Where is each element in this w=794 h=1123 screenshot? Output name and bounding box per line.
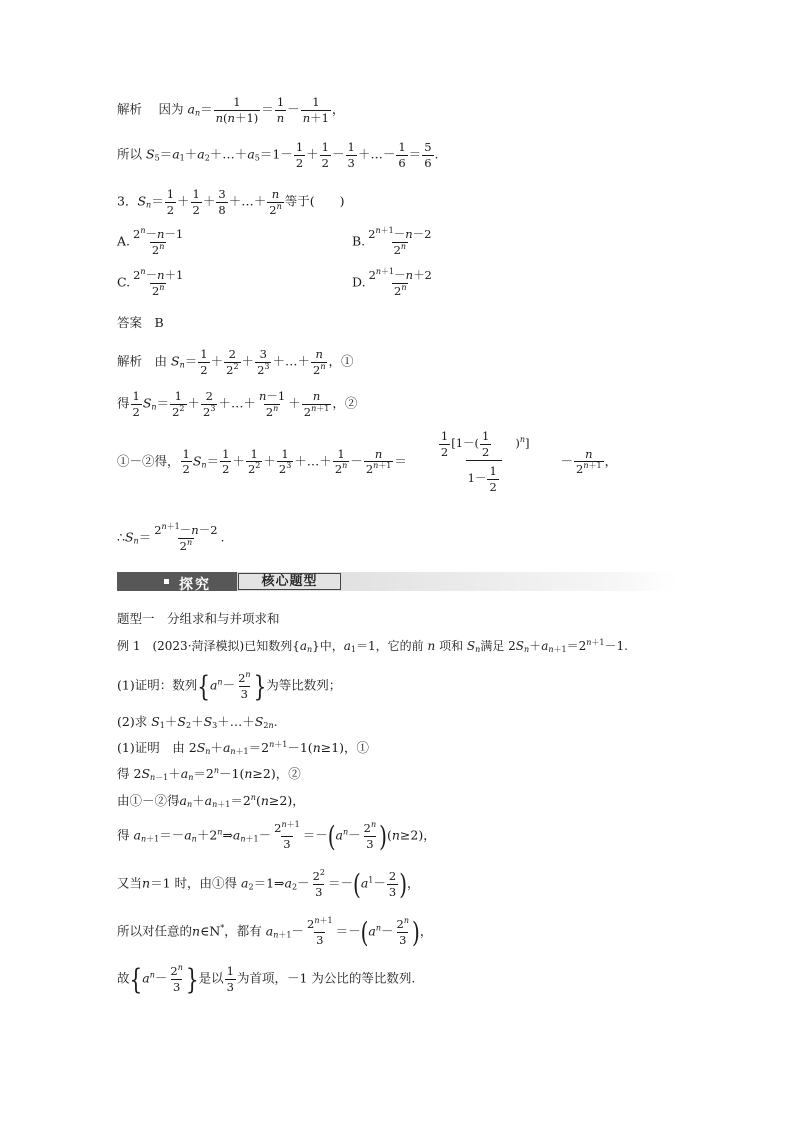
proof-line1: (1)证明 由 $2S_n+a_{n+1}=2^{n+1}-1(n\ge 1)$，① (117, 740, 370, 756)
option-b[interactable]: B. $\frac{2^{n+1}-n-2}{2^n}$ (352, 226, 432, 257)
square-bullet-icon (164, 579, 169, 584)
question-3: 3．$S_n=$ $\frac{1}{2}$ ＋ $\frac{1}{2}$ ＋ $\frac{3}{8}$ ＋…＋ $\frac{n}{2^n}$ 等于( ) (117, 187, 345, 217)
answer-line: 答案 B (117, 315, 164, 330)
example-1-part2: (2)求 $S_1+S_2+S_3+\dots+S_{2n}$. (117, 714, 278, 730)
example-1-part1: (1)证明：数列{$a^n-$ $\frac{2^n}{3}$ }为等比数列； (117, 669, 342, 703)
option-d[interactable]: D. $\frac{2^{n+1}-n+2}{2^n}$ (352, 267, 432, 298)
option-a[interactable]: A. $\frac{2^n-n-1}{2^n}$ (117, 226, 184, 257)
proof-line7: 故{$a^n-$ $\frac{2^n}{3}$ }是以 $\frac{1}{3}$ 为首项，－1 为公比的等比数列. (117, 962, 416, 996)
proof-line2: 得 $2S_{n-1}+a_n=2^n-1(n\ge 2)$，② (117, 766, 301, 782)
solution2-line3: ①－②得， $\frac{1}{2}$ $S_n=$ $\frac{1}{2}$ ＋ $\frac{1}{2^2}$ ＋ $\frac{1}{2^3}$ ＋…＋ $\frac{1}{2^n}$ － $\frac{n}{2^{n+1}}$ ＝ $\frac{1}{2}$ [1－( $\frac{1}{2}$ )$^n$] 1－ $\frac{1}{2}$ － $\frac{n}{2^{n+1}}$ ， (117, 429, 618, 494)
solution1-line1: 解析 因为 $a_n=$ $\frac{1}{n(n+1)}$ ＝ $\frac{1}{n}$ － $\frac{1}{n+1}$ ， (117, 95, 345, 125)
solution-label: 解析 (117, 101, 143, 117)
type-title: 题型一 分组求和与并项求和 (117, 611, 280, 626)
section-header-band (117, 572, 677, 591)
section-title: 探究 (179, 577, 211, 593)
section-subtitle: 核心题型 (238, 573, 341, 590)
example-1-stem: 例 1 (2023·菏泽模拟)已知数列$\{a_n\}$中，$a_1=1$，它的前 n 项和 $S_n$满足 $2S_n+a_{n+1}=2^{n+1}-1$. (117, 638, 628, 654)
solution2-line2: 得 $\frac{1}{2}$ $S_n=$ $\frac{1}{2^2}$ ＋ $\frac{2}{2^3}$ ＋…＋ $\frac{n-1}{2^n}$ ＋ $\frac{n}{2^{n+1}}$ ，② (117, 389, 358, 419)
proof-line4: 得 $a_{n+1}=-a_n+2^n\Rightarrow a_{n+1}-$ $\frac{2^{n+1}}{3}$ $=-(a^n-$ $\frac{2^n}{3}$ )(n≥2)， (117, 819, 436, 853)
solution2-line1: 解析 由 $S_n=$ $\frac{1}{2}$ ＋ $\frac{2}{2^2}$ ＋ $\frac{3}{2^3}$ ＋…＋ $\frac{n}{2^n}$ ，① (117, 347, 354, 377)
proof-line6: 所以对任意的n∈N*，都有 $a_{n+1}-$ $\frac{2^{n+1}}{3}$ $=-(a^n-$ $\frac{2^n}{3}$ )， (117, 915, 433, 949)
proof-line3: 由①－②得$a_n+a_{n+1}=2^n(n\ge 2)$， (117, 793, 305, 809)
proof-line5: 又当n＝1 时，由①得 $a_2=1\Rightarrow a_2-$ $\frac{2^2}{3}$ $=-(a^1-$ $\frac{2}{3}$ )， (117, 867, 420, 901)
option-c[interactable]: C. $\frac{2^n-n+1}{2^n}$ (117, 267, 184, 298)
solution1-line2: 所以 $S_5=a_1+a_2+\dots+a_5=1-$ $\frac{1}{2}$ ＋ $\frac{1}{2}$ － $\frac{1}{3}$ ＋…－ $\frac{1}{6}$ ＝ $\frac{5}{6}$ . (117, 140, 439, 170)
solution2-line4: $\therefore S_n=$ $\frac{2^{n+1}-n-2}{2^n}$ . (117, 522, 225, 553)
